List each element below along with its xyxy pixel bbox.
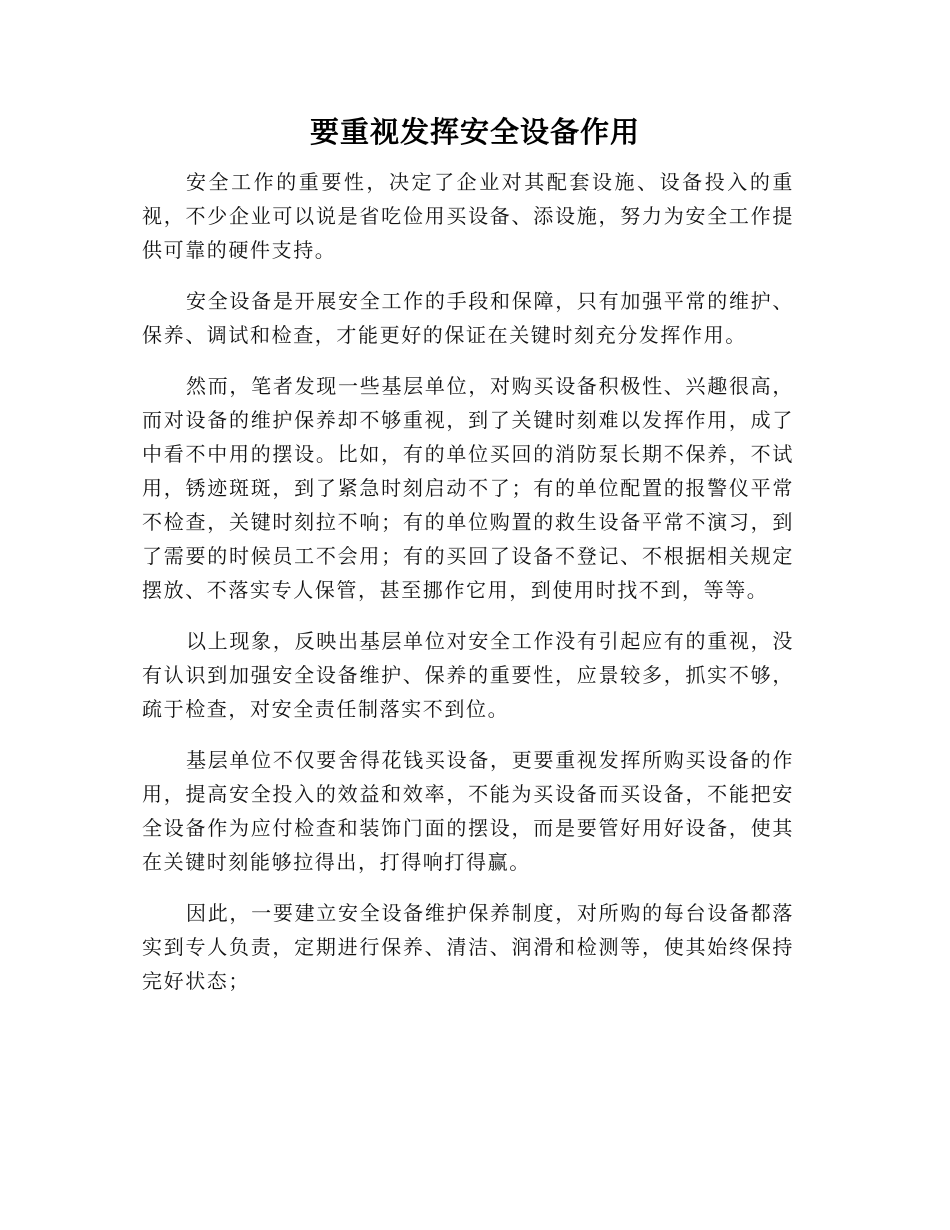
paragraph-1: 安全工作的重要性，决定了企业对其配套设施、设备投入的重视，不少企业可以说是省吃俭用买设备、添设施，努力为安全工作提供可靠的硬件支持。: [142, 170, 794, 262]
paragraph-6: 因此，一要建立安全设备维护保养制度，对所购的每台设备都落实到专人负责，定期进行保养、清洁、润滑和检测等，使其始终保持完好状态；: [142, 901, 794, 993]
document-title: 要重视发挥安全设备作用: [309, 115, 640, 149]
document-body: [142, 165, 794, 1015]
paragraph-2: 安全设备是开展安全工作的手段和保障，只有加强平常的维护、保养、调试和检查，才能更好的保证在关键时刻充分发挥作用。: [142, 289, 794, 347]
paragraph-5: 基层单位不仅要舍得花钱买设备，更要重视发挥所购买设备的作用，提高安全投入的效益和效率，不能为买设备而买设备，不能把安全设备作为应付检查和装饰门面的摆设，而是要管好用好设备，使其在关键时刻能够拉得出，打得响打得赢。: [142, 748, 794, 874]
paragraph-3: 然而，笔者发现一些基层单位，对购买设备积极性、兴趣很高，而对设备的维护保养却不够重视，到了关键时刻难以发挥作用，成了中看不中用的摆设。比如，有的单位买回的消防泵长期不保养，不试用，锈迹斑斑，到了紧急时刻启动不了；有的单位配置的报警仪平常不检查，关键时刻拉不响；有的单位购置的救生设备平常不演习，到了需要的时候员工不会用；有的买回了设备不登记、不根据相关规定摆放、不落实专人保管，甚至挪作它用，到使用时找不到，等等。: [142, 374, 794, 602]
paragraph-4: 以上现象，反映出基层单位对安全工作没有引起应有的重视，没有认识到加强安全设备维护、保养的重要性，应景较多，抓实不够，疏于检查，对安全责任制落实不到位。: [142, 629, 794, 721]
